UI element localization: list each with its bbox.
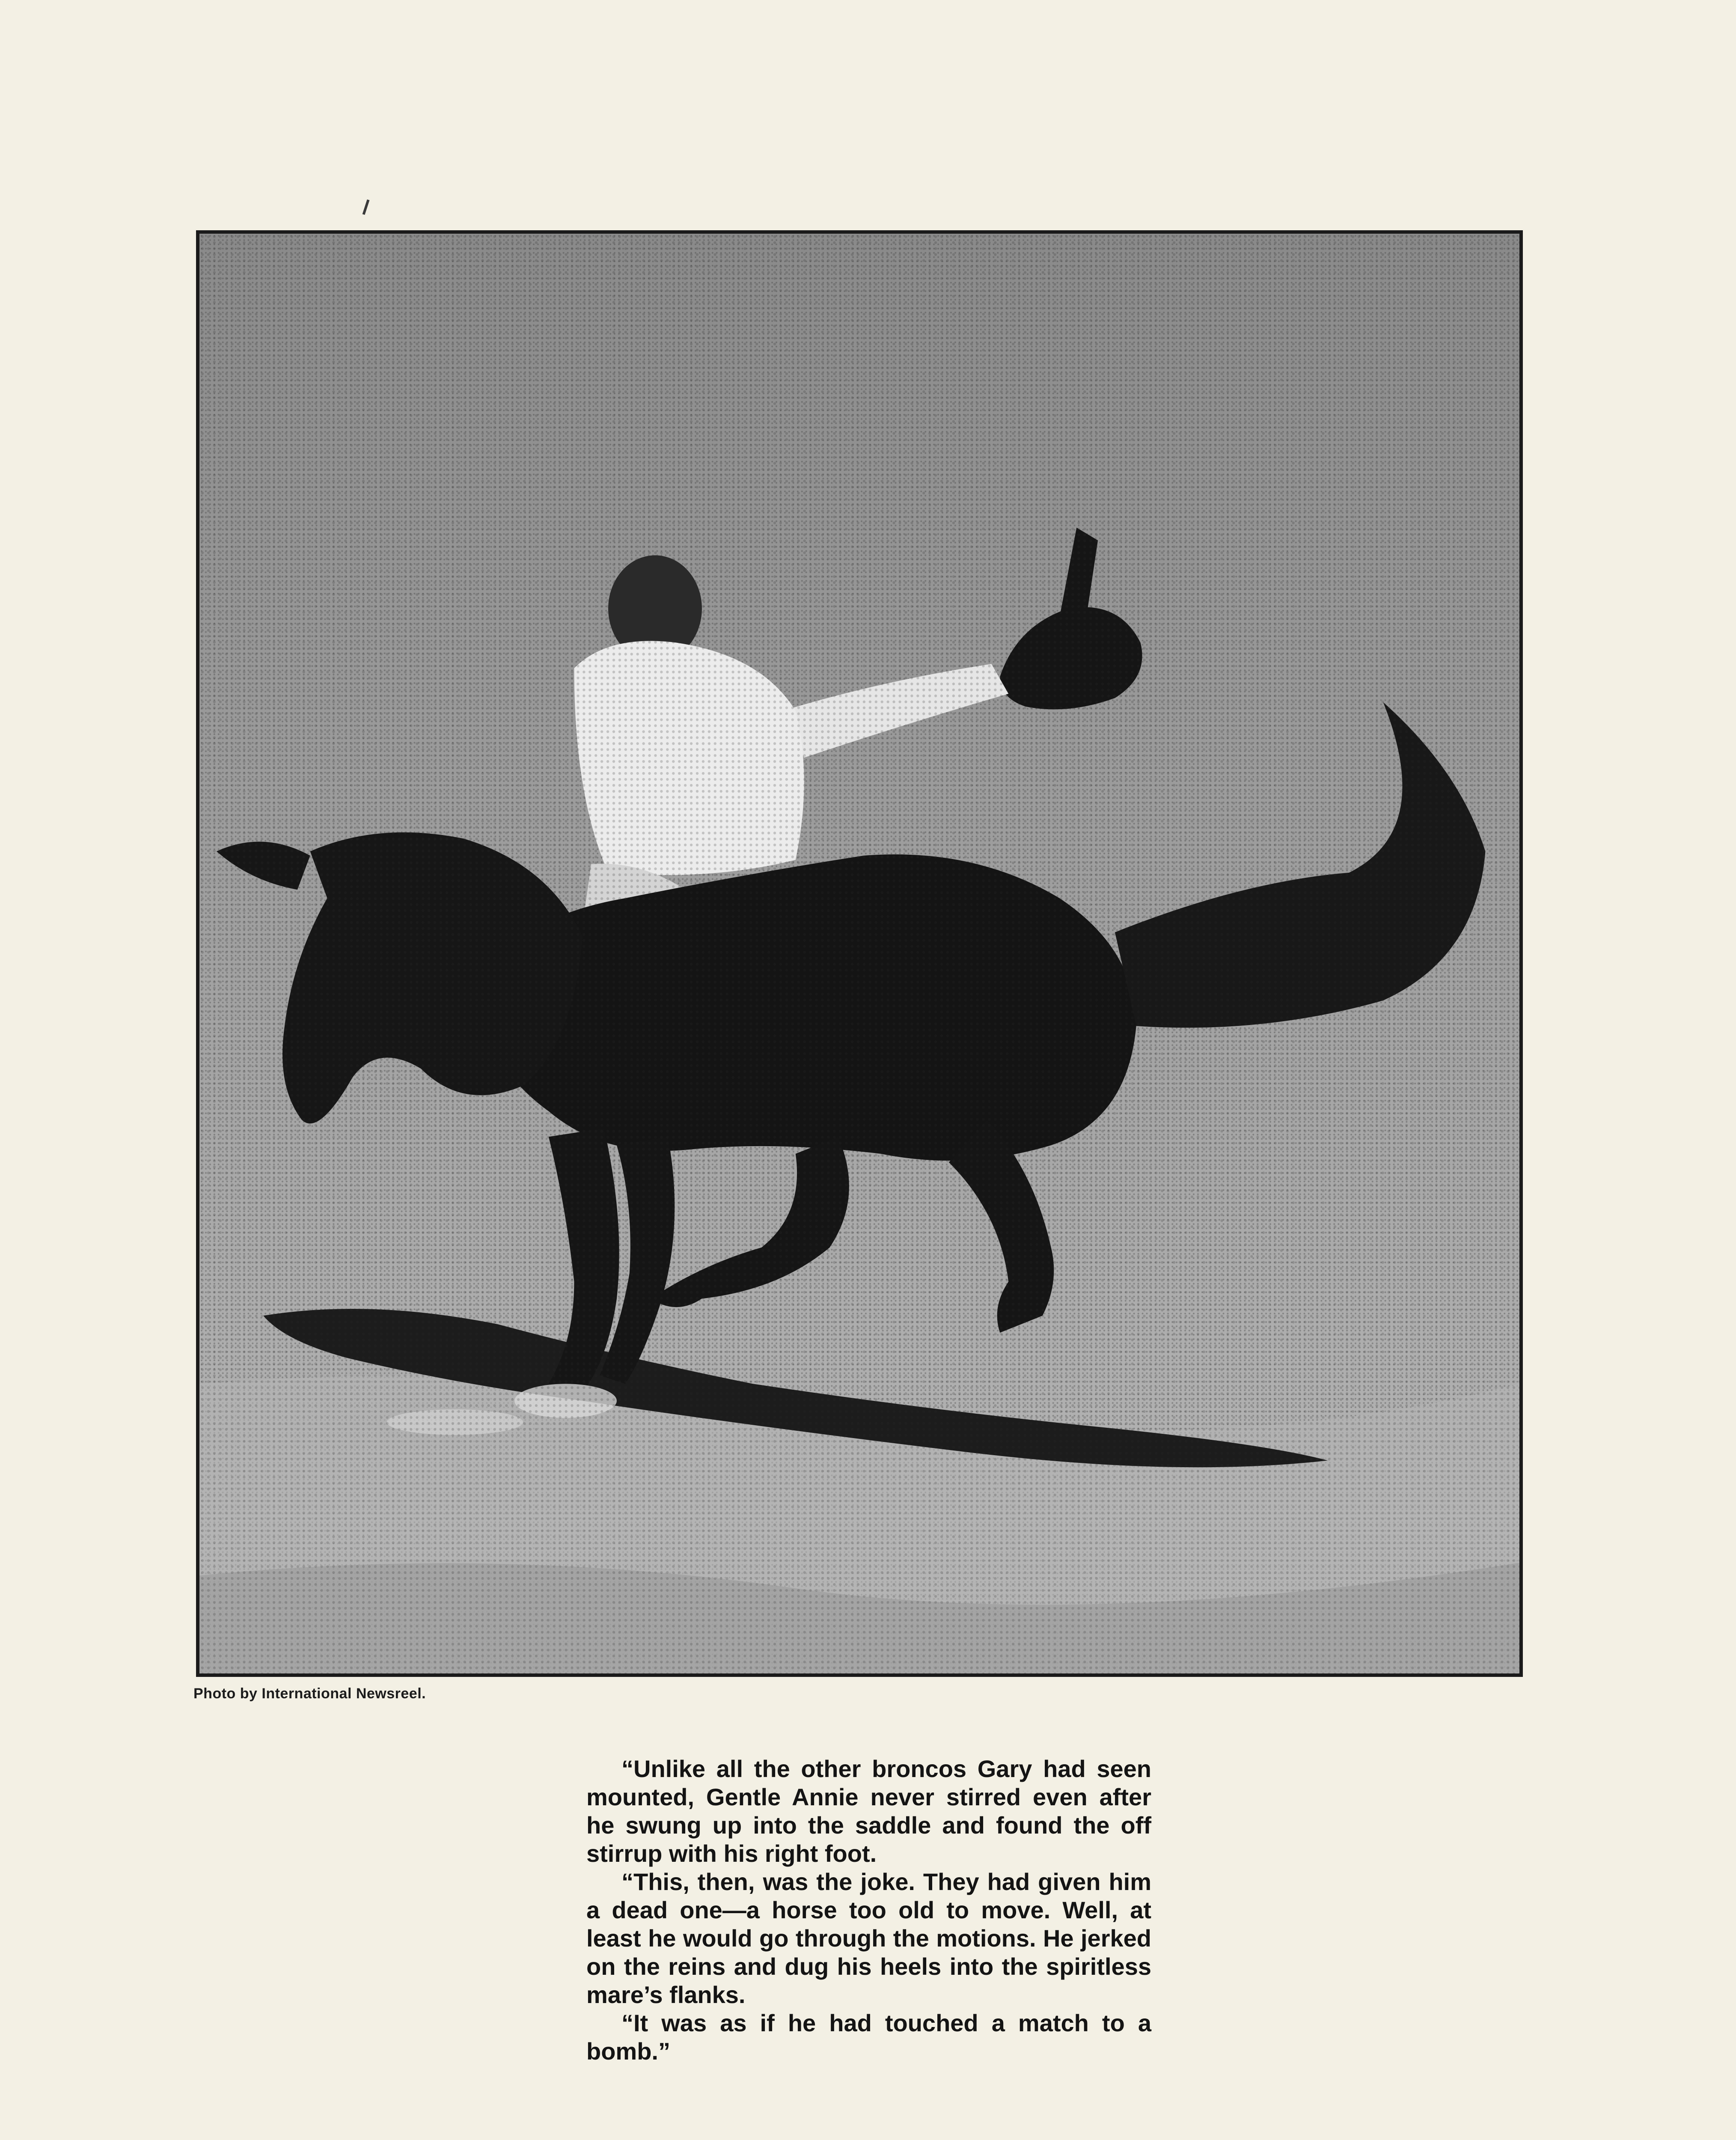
excerpt-paragraph: “This, then, was the joke. They had given him a dead one—a horse too old to move. Well, at least he would go through the motions. He jerked on the reins and dug his heels into the spiritless mare’s flanks.: [586, 1868, 1151, 2008]
photo-credit: Photo by International Newsreel.: [193, 1685, 426, 1702]
halftone-photo-illustration: [199, 234, 1519, 1673]
stray-pen-mark: [363, 199, 370, 215]
excerpt-paragraph: “It was as if he had touched a match to a bomb.”: [586, 2009, 1151, 2065]
excerpt-paragraph: “Unlike all the other broncos Gary had seen mounted, Gentle Annie never stirred even after he swung up into the saddle and found the off stirrup with his right foot.: [586, 1755, 1151, 1867]
photo-bucking-bronco: [196, 230, 1523, 1677]
story-excerpt: [586, 1755, 1151, 2066]
